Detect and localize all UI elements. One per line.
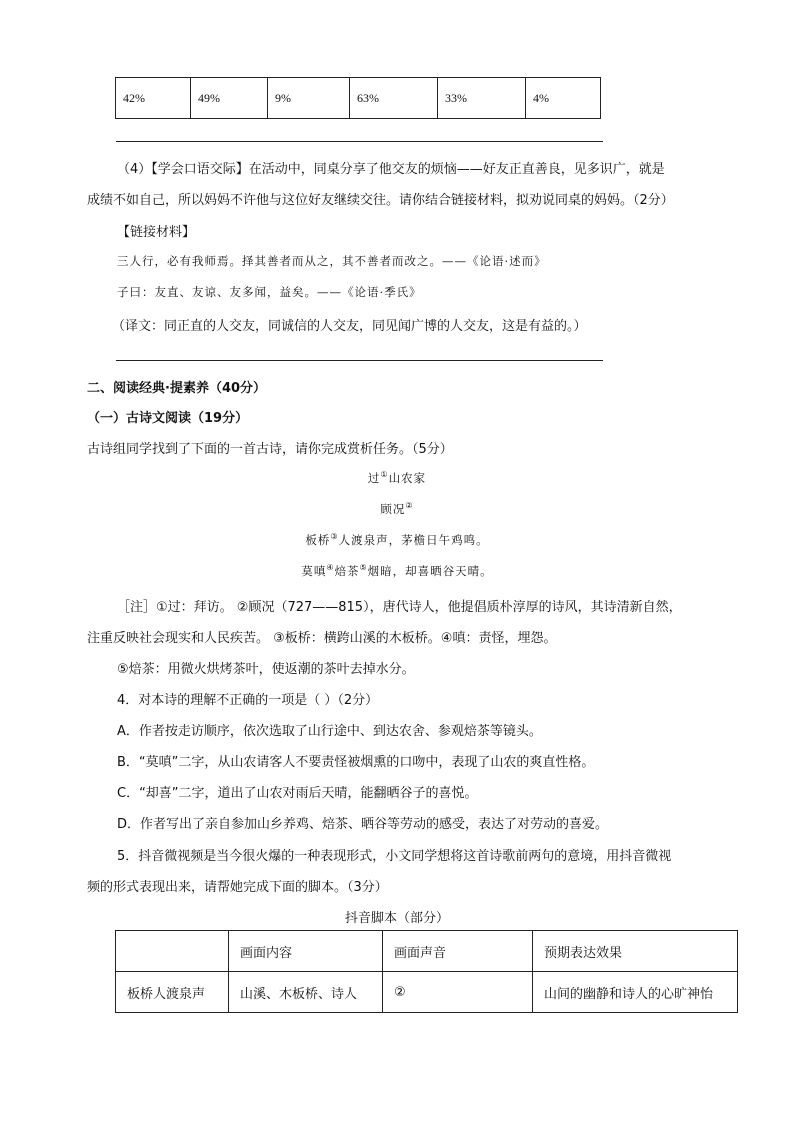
quote-lunyu-jishi: 子曰：友直、友谅、友多闻，益矣。——《论语·季氏》 (117, 285, 422, 299)
note-mark: ⑤ (359, 563, 368, 573)
poem-title (0, 470, 794, 486)
q4-text-line1: （4）【学会口语交际】在活动中，同桌分享了他交友的烦恼——好友正直善良，见多识广，就是 (117, 162, 665, 177)
table-cell: 33% (438, 78, 526, 119)
table-cell: 山间的幽静和诗人的心旷神怡 (533, 972, 738, 1013)
table-row (116, 78, 601, 119)
option-a: A．作者按走访顺序，依次选取了山行途中、到达农舍、参观焙茶等镜头。 (117, 724, 542, 739)
poem-line-1 (0, 532, 794, 548)
answer-line (116, 141, 603, 142)
answer-blank-cell[interactable]: ② (383, 972, 533, 1013)
poem-title-pre: 过 (367, 471, 381, 485)
script-table (115, 930, 738, 1013)
link-material-title: 【链接材料】 (117, 225, 196, 240)
subsection-heading: （一）古诗文阅读（19分） (87, 411, 249, 426)
table-row (116, 972, 738, 1013)
percentage-table (115, 77, 601, 119)
section-heading: 二、阅读经典·提素养（40分） (87, 381, 267, 396)
table-header-row (116, 931, 738, 972)
note-mark: ② (405, 501, 414, 511)
poem-text: 烟暗，却喜晒谷天晴。 (367, 564, 493, 578)
notes-line2: 注重反映社会现实和人民疾苦。 ③板桥：横跨山溪的木板桥。④嗔：责怪，埋怨。 (87, 631, 557, 646)
section-intro: 古诗组同学找到了下面的一首古诗，请你完成赏析任务。（5分） (87, 442, 453, 457)
quote-lunyu-shuer: 三人行，必有我师焉。择其善者而从之，其不善者而改之。——《论语·述而》 (117, 254, 547, 268)
notes-line1: ［注］①过：拜访。 ②顾况（727——815），唐代诗人，他提倡质朴淳厚的诗风，其诗清新自然， (117, 600, 682, 615)
option-d: D．作者写出了亲自参加山乡养鸡、焙茶、晒谷等劳动的感受，表达了对劳动的喜爱。 (117, 817, 609, 832)
table-cell: 板桥人渡泉声 (116, 972, 229, 1013)
note-mark: ③ (330, 532, 339, 542)
table-cell: 9% (268, 78, 350, 119)
table-header-cell: 预期表达效果 (533, 931, 738, 972)
translation-text: （译文：同正直的人交友，同诚信的人交友，同见闻广博的人交友，这是有益的。） (112, 319, 587, 334)
table-cell: 49% (191, 78, 268, 119)
option-b: B．“莫嗔”二字，从山农请客人不要责怪被烟熏的口吻中，表现了山农的爽直性格。 (117, 755, 595, 770)
poem-text: 焙茶 (334, 564, 360, 578)
table-header-cell: 画面内容 (229, 931, 383, 972)
table-header-cell (116, 931, 229, 972)
q4-text-line2: 成绩不如自己，所以妈妈不许他与这位好友继续交往。请你结合链接材料，拟劝说同桌的妈妈。（2分） (87, 193, 674, 208)
poem-text: 莫嗔 (301, 564, 327, 578)
poem-text: 板桥 (305, 533, 331, 547)
question-5-line2: 频的形式表现出来，请帮她完成下面的脚本。（3分） (87, 880, 388, 895)
notes-line3: ⑤焙茶：用微火烘烤茶叶，使返潮的茶叶去掉水分。 (117, 662, 415, 677)
poem-author-name: 顾况 (380, 502, 406, 516)
answer-line (116, 360, 603, 361)
question-5-line1: 5．抖音微视频是当今很火爆的一种表现形式，小文同学想将这首诗歌前两句的意境，用抖音微视 (117, 849, 672, 864)
table-header-cell: 画面声音 (383, 931, 533, 972)
note-mark: ① (380, 470, 389, 480)
question-4-stem: 4．对本诗的理解不正确的一项是（ ）（2分） (117, 693, 379, 708)
poem-text: 人渡泉声，茅檐日午鸡鸣。 (338, 533, 489, 547)
option-c: C．“却喜”二字，道出了山农对雨后天晴，能翻晒谷子的喜悦。 (117, 786, 478, 801)
table-cell: 63% (350, 78, 438, 119)
script-table-caption: 抖音脚本（部分） (344, 911, 449, 926)
table-cell: 山溪、木板桥、诗人 (229, 972, 383, 1013)
note-mark: ④ (326, 563, 335, 573)
poem-line-2 (0, 563, 794, 579)
table-cell: 42% (116, 78, 191, 119)
poem-author (0, 501, 794, 517)
poem-title-post: 山农家 (388, 471, 427, 485)
table-cell: 4% (526, 78, 601, 119)
